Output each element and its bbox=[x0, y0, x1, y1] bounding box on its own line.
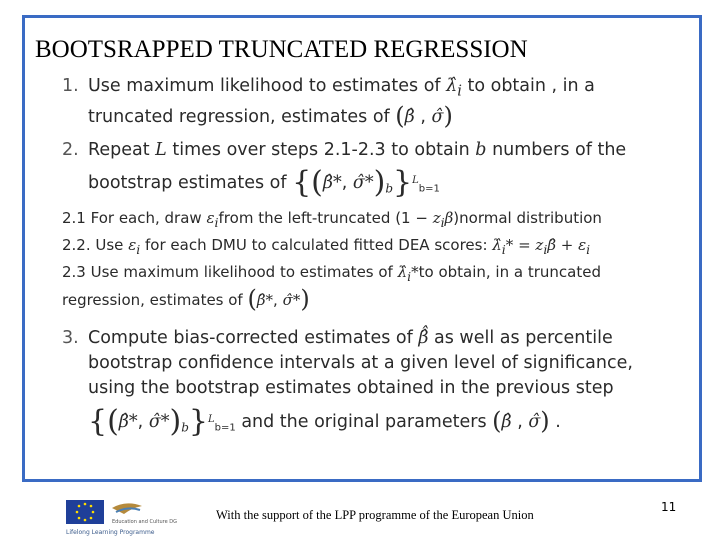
logo-text-dg: Education and Culture DG bbox=[112, 519, 177, 525]
item-2-line-2: bootstrap estimates of {(β̂*, $\sigmâ*)_b\}^L_{b=1}$ bbox=[88, 164, 440, 200]
item-3-line-2: bootstrap confidence intervals at a given level of significance, bbox=[88, 352, 633, 373]
page-number: 11 bbox=[661, 500, 677, 514]
item-1-line-1: Use maximum likelihood to estimates of $\lambdâ_i$ to obtain , in a bbox=[88, 76, 595, 100]
subitem-2-1: 2.1 For each, draw $\varepsilon_ifrom$ the left-truncated $(1 - z_i\beta)normal$ distribution bbox=[62, 208, 602, 230]
item-3-line-3: using the bootstrap estimates obtained in the previous step bbox=[88, 377, 614, 398]
slide-content bbox=[62, 74, 672, 447]
slide-title: BOOTSRAPPED TRUNCATED REGRESSION bbox=[35, 36, 528, 63]
item-number: 2. bbox=[62, 139, 79, 160]
footer-support-text: With the support of the LPP programme of the European Union bbox=[216, 508, 534, 522]
item-number: 1. bbox=[62, 76, 79, 96]
list-item-3 bbox=[62, 326, 672, 447]
item-2-line-1: Repeat L times over steps 2.1-2.3 to obtain b numbers of the bbox=[88, 139, 627, 160]
subitem-2-3-cont: regression, estimates of (β̂*, σ̂*) bbox=[62, 284, 310, 313]
item-3-line-1: Compute bias-corrected estimates of β̂̂ as well as percentile bbox=[88, 327, 613, 348]
subitem-2-2: 2.2. Use $\varepsilon_i$ for each DMU to calculated fitted DEA scores: $\lambdâ_i*$ = $z_i\betâ + \varepsilon_i$ bbox=[62, 235, 591, 257]
item-3-line-4: {(β̂*, $\sigmâ*)_b\}^L_{b=1}$ and the original parameters (β̂ , σ̂) . bbox=[88, 403, 561, 439]
subitem-2-3: 2.3 Use maximum likelihood to estimates of $\lambdâ_i*to$ obtain, in a truncated bbox=[62, 262, 601, 284]
item-number: 3. bbox=[62, 327, 79, 348]
list-item-2 bbox=[62, 138, 672, 207]
logo-text-llp: Lifelong Learning Programme bbox=[66, 529, 155, 536]
list-item-1 bbox=[62, 74, 672, 130]
eu-logos bbox=[66, 496, 186, 538]
item-1-line-2: truncated regression, estimates of (β̂ , σ̂) bbox=[88, 101, 453, 130]
